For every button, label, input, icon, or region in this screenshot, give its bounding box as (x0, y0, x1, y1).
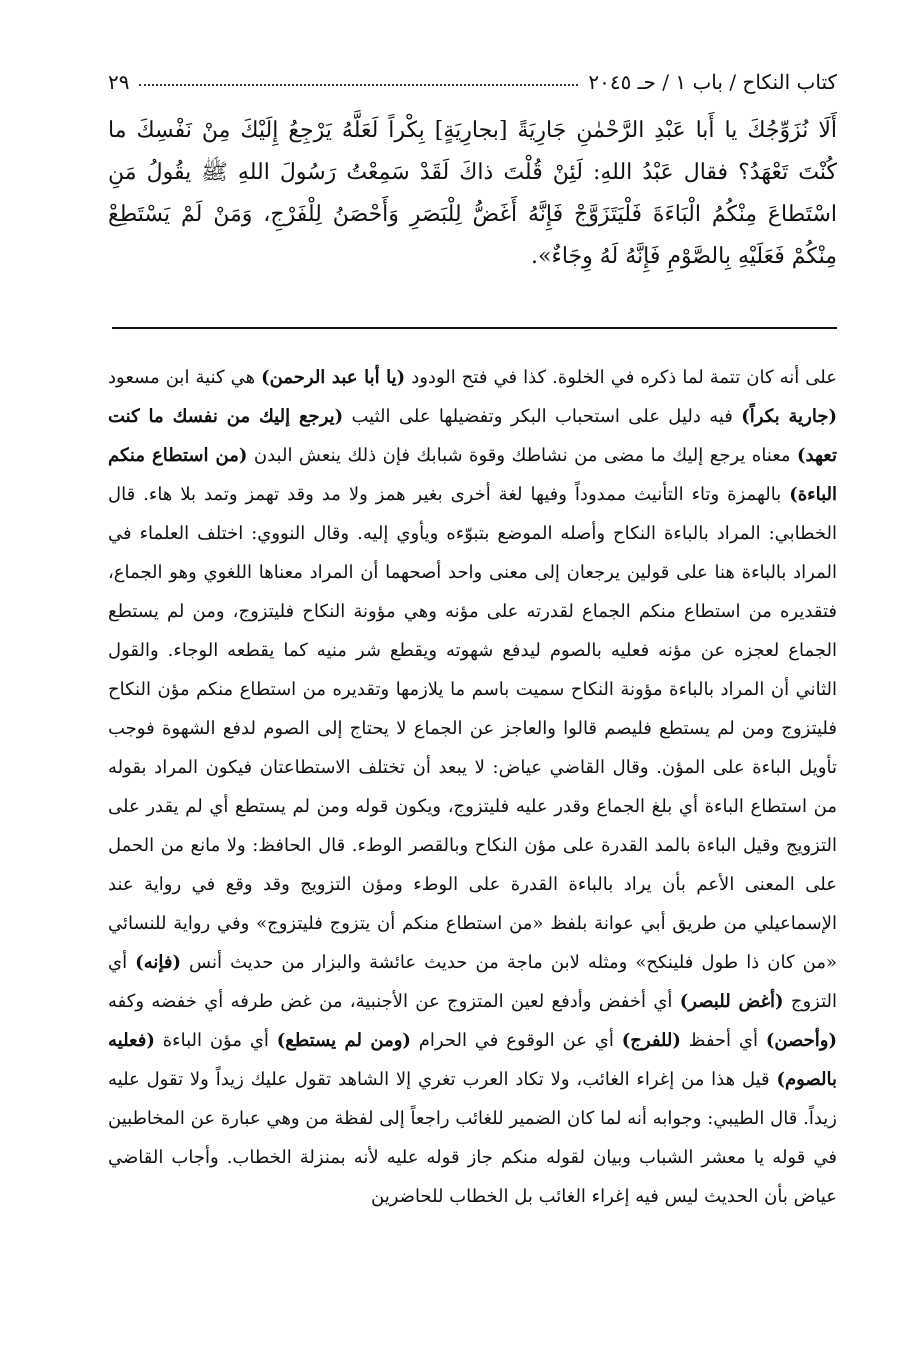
commentary-keyword: (أغض للبصر) (679, 991, 784, 1012)
commentary-keyword: (يا أبا عبد الرحمن) (261, 367, 406, 388)
commentary-text: فيه دليل على استحباب البكر وتفضيلها على الثيب (343, 406, 742, 427)
page-number: ٢٩ (108, 70, 130, 94)
hadith-paragraph: أَلَا نُزَوِّجُكَ يا أَبا عَبْدِ الرَّحْمٰنِ جَارِيَةً [بجارِيَةٍ] بِكْراً لَعَلَّهُ يَرْجِعُ إِلَيْكَ مِنْ نَفْسِكَ ما كُنْتَ تَعْهَدُ؟ فقال عَبْدُ اللهِ: لَئِنْ قُلْتَ ذاكَ لَقَدْ سَمِعْتُ رَسُولَ اللهِ ﷺ يقُولُ مَنِ اسْتَطاعَ مِنْكُمُ الْبَاءَةَ فَلْيَتَزَوَّجْ فَإِنَّهُ أَغَضُّ لِلْبَصَرِ وَأَحْصَنُ لِلْفَرْجِ، وَمَنْ لَمْ يَسْتَطِعْ مِنْكُمْ فَعَلَيْهِ بِالصَّوْمِ فَإِنَّهُ لَهُ وِجَاءٌ». (108, 118, 837, 269)
running-header (108, 58, 837, 92)
commentary-text: هي كنية ابن مسعود (108, 367, 262, 388)
commentary-keyword: (للفرج) (621, 1030, 681, 1051)
commentary-text: على أنه كان تتمة لما ذكره في الخلوة. كذا في فتح الودود (405, 367, 837, 388)
commentary-keyword: (وأحصن) (765, 1030, 837, 1051)
commentary-text: أي أحفظ (680, 1030, 766, 1051)
commentary-text: أي مؤن الباءة (154, 1030, 277, 1051)
commentary-text: أي التزوج (108, 952, 838, 1012)
commentary-keyword: (من استطاع منكم الباءة) (108, 445, 837, 505)
commentary-keyword: (جارية بكراً) (741, 406, 837, 427)
commentary-keyword: (فعليه بالصوم) (108, 1030, 837, 1090)
commentary-text: معناه يرجع إليك ما مضى من نشاطك وقوة شبابك فإن ذلك ينعش البدن (247, 445, 798, 466)
commentary-text: بالهمزة وتاء التأنيث ممدوداً وفيها لغة أخرى بغير همز ولا مد وقد تهمز وتمد بلا هاء. قال الخطابي: المراد بالباءة النكاح وأصله الموضع بتبوّءه ويأوي إليه. وقال النووي: اختلف العلماء في المراد بالباءة هنا على قولين يرجعان إلى معنى واحد أصحهما أن المراد معناها اللغوي وهو الجماع، فتقديره من استطاع منكم الجماع لقدرته على مؤنه وهي مؤونة النكاح فليتزوج، ومن لم يستطع الجماع لعجزه عن مؤنه فعليه بالصوم ليدفع شهوته ويقطع شر منيه كما يقطعه الوجاء. والقول الثاني أن المراد بالباءة مؤونة النكاح سميت باسم ما يلازمها وتقديره من استطاع منكم مؤن النكاح فليتزوج ومن لم يستطع فليصم قالوا والعاجز عن الجماع لا يحتاج إلى الصوم لدفع الشهوة فوجب تأويل الباءة على المؤن. وقال القاضي عياض: لا يبعد أن تختلف الاستطاعتان فيكون المراد بقوله من استطاع الباءة أي بلغ الجماع وقدر عليه فليتزوج، ويكون قوله ومن لم يستطع أي لم يقدر على التزويج وقيل الباءة بالمد القدرة على مؤن النكاح وبالقصر الوطء. قال الحافظ: ولا مانع من الحمل على المعنى الأعم بأن يراد بالباءة القدرة على الوطء ومؤن التزويج وقد وقع في رواية عند الإسماعيلي من طريق أبي عوانة بلفظ «من استطاع منكم أن يتزوج فليتزوج» وفي رواية للنسائي «من كان ذا طول فلينكح» ومثله لابن ماجة من حديث عائشة والبزار من حديث أنس (108, 484, 837, 973)
header-title: كتاب النكاح / باب ١ / حـ ٢٠٤٥ (588, 70, 837, 94)
commentary-text: أي أخفض وأدفع لعين المتزوج عن الأجنبية، من غض طرفه أي خفضه وكفه (108, 991, 680, 1012)
header-dot-leader (139, 83, 578, 86)
commentary-keyword: (يرجع إليك من نفسك ما كنت تعهد) (108, 406, 837, 466)
commentary-text: قيل هذا من إغراء الغائب، ولا تكاد العرب تغري إلا الشاهد تقول عليك زيداً ولا تقول عليه زيداً. قال الطيبي: وجوابه أنه لما كان الضمير للغائب راجعاً إلى لفظة من وهي عبارة عن المخاطبين في قوله يا معشر الشباب وبيان لقوله منكم جاز قوله عليه لأنه بمنزلة الخطاب. وأجاب القاضي عياض بأن الحديث ليس فيه إغراء الغائب بل الخطاب للحاضرين (108, 1069, 837, 1207)
commentary-block (108, 358, 837, 1216)
commentary-paragraph (108, 358, 837, 1216)
section-divider (112, 327, 837, 329)
commentary-text: أي عن الوقوع في الحرام (410, 1030, 622, 1051)
hadith-text-block (108, 110, 837, 278)
commentary-keyword: (ومن لم يستطع) (276, 1030, 411, 1051)
commentary-keyword: (فإنه) (135, 952, 181, 973)
